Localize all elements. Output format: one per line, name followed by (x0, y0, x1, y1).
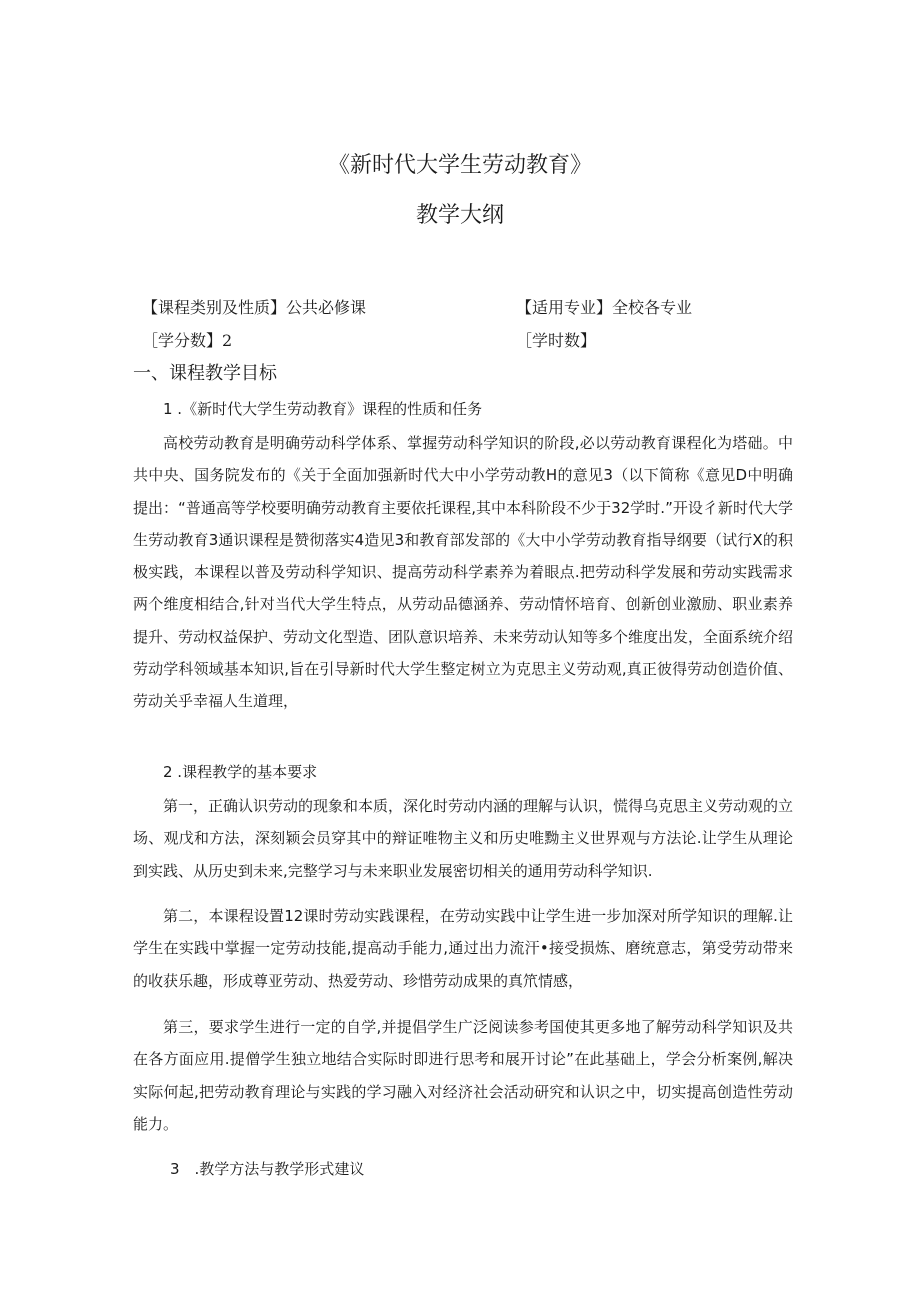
class-hours: ［学时数】 (516, 331, 597, 350)
paragraph-4: 第三，要求学生进行一定的自学,并提倡学生广泛阅读参考国使其更多地了解劳动科学知识及共在各方面应用.提僧学生独立地结合实际时即进行思考和展开讨论”在此基础上，学会分析案例,解决实际何起,把劳动教育理论与实践的学习融入对经济社会活动研究和认识之中，切实提高创造性劳动能力。 (133, 1018, 793, 1133)
paragraph-1: 高校劳动教育是明确劳动科学体系、掌握劳动科学知识的阶段,必以劳动教育课程化为塔础。中共中央、国务院发布的《关于全面加强新时代大中小学劳动教H的意见3（以下简称《意见D中明确提出：“普通高等学校要明确劳动教育主要依托课程,其中本科阶段不少于32学时.”开设彳新时代大学生劳动教育3通识课程是赞彻落实4造见3和教育部发部的《大中小学劳动教育指导纲要（试行X的积极实践，本课程以普及劳动科学知识、提高劳动科学素养为着眼点.把劳动科学发展和劳动实践需求两个维度相结合,针对当代大学生特点，从劳动品德涵养、劳动情怀培育、创新创业激励、职业素养提升、劳动权益保护、劳动文化型造、团队意识培养、未来劳动认知等多个维度出发，全面系统介绍劳动学科领域基本知识,旨在引导新时代大学生整定树立为克思主义劳动观,真正彼得劳动创造价值、劳动关乎幸福人生道理， (133, 434, 794, 711)
subsection-heading-1: 1 .《新时代大学生劳动教育》课程的性质和任务 (163, 400, 483, 418)
section-heading: 一、课程教学目标 (133, 363, 277, 384)
subsection-heading-2: 2 .课程教学的基本要求 (163, 763, 318, 781)
applicable-major: 【适用专业】全校各专业 (516, 298, 693, 317)
credits: ［学分数】2 (142, 331, 233, 350)
document-subtitle: 教学大纲 (415, 203, 504, 228)
course-type: 【课程类别及性质】公共必修课 (142, 298, 367, 317)
document-title: 《新时代大学生劳动教育》 (327, 153, 592, 178)
subsection-heading-3: 3 .教学方法与教学形式建议 (170, 1160, 365, 1178)
paragraph-3: 第二，本课程设置12课时劳动实践课程，在劳动实践中让学生进一步加深对所学知识的理解.让学生在实践中掌握一定劳动技能,提高动手能力,通过出力流汗•接受损炼、磨统意志，第受劳动带来的收获乐趣，形成尊亚劳动、热爱劳动、珍惜劳动成果的真笊情感， (133, 907, 793, 990)
paragraph-2: 第一，正确认识劳动的现象和本质，深化时劳动内涵的理解与认识，慌得乌克思主义劳动观的立场、观戊和方法，深刻颖会员穿其中的辩证唯物主义和历史唯黝主义世界观与方法论.让学生从理论到实践、从历史到未来,完整学习与未来职业发展密切相关的通用劳动科学知识. (133, 797, 794, 880)
